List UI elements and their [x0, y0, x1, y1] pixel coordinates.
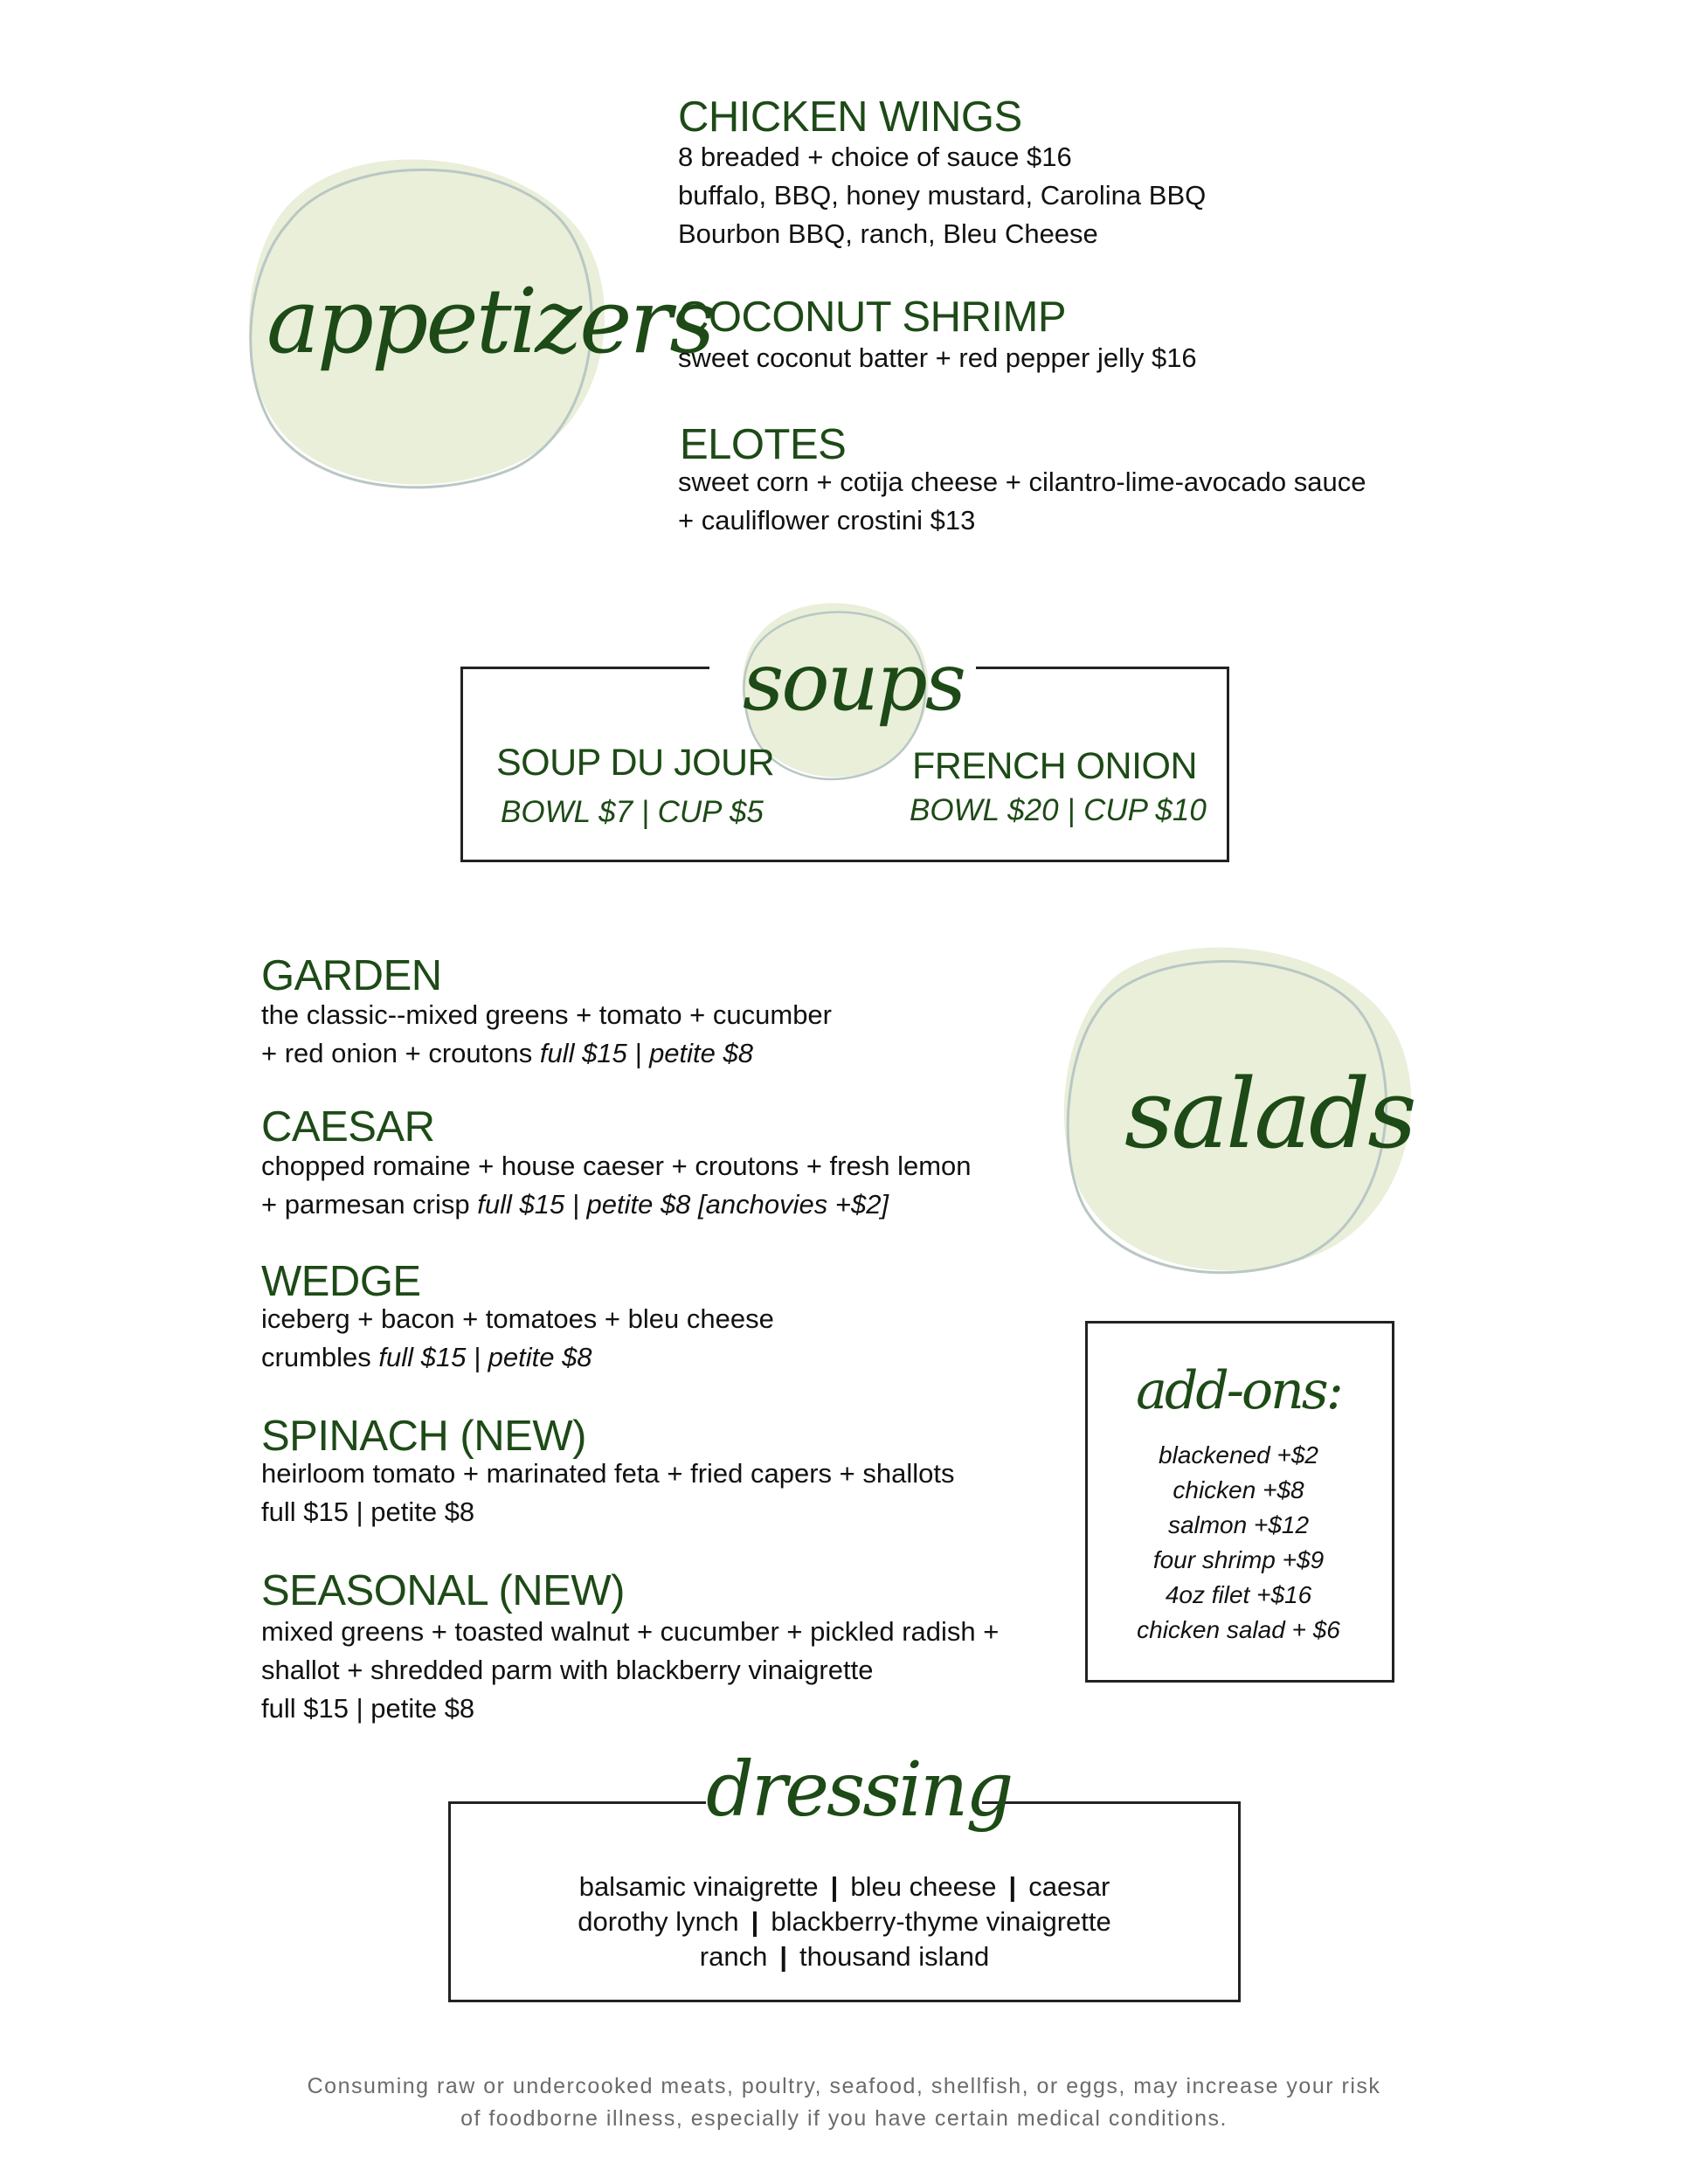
addon-item: salmon +$12 [1167, 1511, 1310, 1538]
appetizers-heading: appetizers [266, 270, 713, 374]
appetizer-title-elotes: ELOTES [680, 421, 847, 468]
salad-title-spinach: SPINACH (NEW) [261, 1413, 586, 1460]
salad-desc-caesar: chopped romaine + house caeser + croutons + fresh lemon + parmesan crisp full $15 | petite $8 [anchovies +$2] [261, 1151, 972, 1220]
appetizer-desc-coconut-shrimp: sweet coconut batter + red pepper jelly $16 [678, 342, 1197, 373]
appetizer-title-chicken-wings: CHICKEN WINGS [678, 93, 1022, 141]
dressing-row: dorothy lynch | blackberry-thyme vinaigrette [578, 1906, 1111, 1937]
addon-item: blackened +$2 [1159, 1441, 1318, 1469]
salad-title-wedge: WEDGE [261, 1258, 421, 1305]
salad-desc-spinach: heirloom tomato + marinated feta + fried capers + shallots full $15 | petite $8 [261, 1458, 955, 1527]
soup-title-soup-du-jour: SOUP DU JOUR [496, 742, 775, 784]
dressing-list [451, 1870, 1238, 1974]
soup-price-french-onion: BOWL $20 | CUP $10 [910, 793, 1207, 827]
addon-item: chicken +$8 [1173, 1476, 1304, 1503]
appetizer-desc-elotes: sweet corn + cotija cheese + cilantro-lime-avocado sauce + cauliflower crostini $13 [678, 467, 1366, 536]
addon-item: chicken salad + $6 [1137, 1616, 1340, 1643]
salad-desc-garden: the classic--mixed greens + tomato + cucumber + red onion + croutons full $15 | petite $8 [261, 999, 832, 1068]
soup-price-soup-du-jour: BOWL $7 | CUP $5 [501, 795, 764, 829]
soup-title-french-onion: FRENCH ONION [912, 745, 1198, 787]
salad-title-seasonal: SEASONAL (NEW) [261, 1567, 625, 1614]
addon-item: 4oz filet +$16 [1165, 1581, 1312, 1608]
salad-title-caesar: CAESAR [261, 1103, 435, 1151]
footer-disclaimer: Consuming raw or undercooked meats, poultry, seafood, shellfish, or eggs, may increase your risk of foodborne illness, especially if you have certain medical conditions. [307, 2074, 1381, 2131]
dressing-row: ranch | thousand island [699, 1941, 990, 1972]
addon-item: four shrimp +$9 [1152, 1546, 1325, 1573]
salads-heading: salads [1124, 1058, 1415, 1170]
appetizer-desc-chicken-wings: 8 breaded + choice of sauce $16 buffalo, BBQ, honey mustard, Carolina BBQ Bourbon BBQ, ranch, Bleu Cheese [678, 142, 1207, 249]
addons-heading: add-ons: [1136, 1360, 1341, 1421]
dressing-heading: dressing [706, 1746, 1012, 1834]
appetizer-title-coconut-shrimp: COCONUT SHRIMP [678, 294, 1067, 341]
soups-heading: soups [743, 635, 964, 729]
dressing-row: balsamic vinaigrette | bleu cheese | caesar [578, 1871, 1110, 1902]
addons-list [1085, 1438, 1392, 1648]
salad-desc-wedge: iceberg + bacon + tomatoes + bleu cheese crumbles full $15 | petite $8 [261, 1303, 774, 1372]
salad-desc-seasonal: mixed greens + toasted walnut + cucumber + pickled radish + shallot + shredded parm with blackberry vinaigrette full $15 | petite $8 [261, 1616, 1000, 1724]
salad-title-garden: GARDEN [261, 952, 442, 999]
